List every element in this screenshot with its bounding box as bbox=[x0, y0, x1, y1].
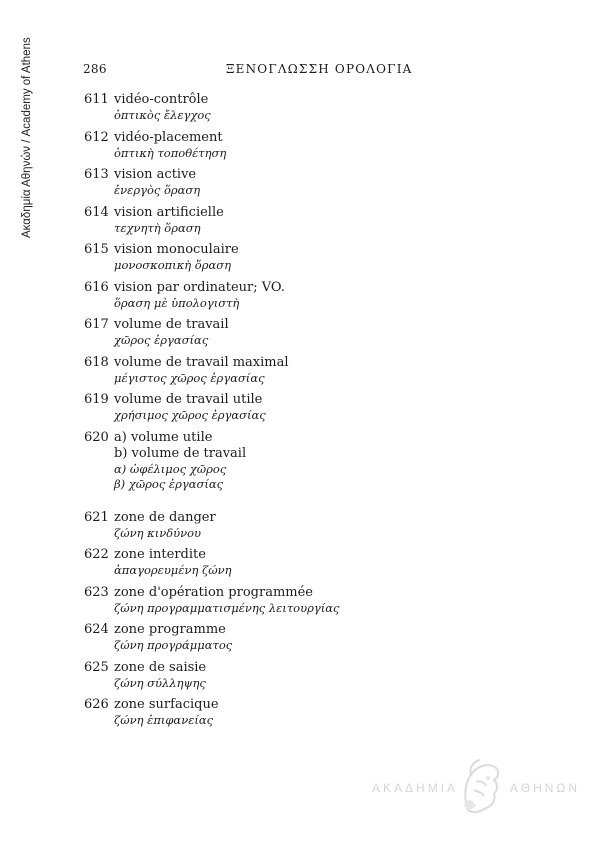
entry-body bbox=[114, 622, 600, 653]
greek-term: ζώνη προγράμματος bbox=[114, 638, 233, 652]
entry-body bbox=[114, 392, 600, 423]
greek-term: ὅραση μὲ ὑπολογιστὴ bbox=[114, 295, 240, 310]
page-number: 286 bbox=[83, 62, 107, 76]
glossary-entry bbox=[0, 430, 600, 492]
entry-number: 614 bbox=[84, 204, 109, 220]
glossary-entry bbox=[0, 355, 600, 386]
french-term: a) volume utile bbox=[114, 429, 213, 445]
entry-body bbox=[114, 697, 600, 728]
entry-number: 624 bbox=[84, 622, 109, 637]
entry-number: 622 bbox=[84, 547, 109, 562]
entry-number: 616 bbox=[84, 279, 109, 295]
french-term: vision artificielle bbox=[114, 204, 224, 220]
greek-term: ἐνεργὸς ὅραση bbox=[114, 183, 201, 197]
greek-term: ζώνη προγραμματισμένης λειτουργίας bbox=[114, 600, 340, 615]
french-term: zone d'opération programmée bbox=[114, 584, 313, 600]
glossary-entry bbox=[0, 205, 600, 236]
entry-number: 623 bbox=[84, 584, 109, 600]
entry-body bbox=[114, 660, 600, 691]
french-term: vision active bbox=[114, 167, 197, 182]
entry-number: 618 bbox=[84, 354, 109, 370]
greek-term: ὀπτικὸς ἔλεγχος bbox=[114, 108, 211, 122]
entry-number: 625 bbox=[84, 659, 109, 675]
french-term: vision par ordinateur; VO. bbox=[114, 279, 285, 295]
entry-number: 612 bbox=[84, 129, 109, 145]
greek-term: χῶρος ἐργασίας bbox=[114, 333, 209, 347]
greek-term: ζώνη σύλληψης bbox=[114, 675, 206, 690]
french-term: vidéo-placement bbox=[114, 129, 223, 145]
watermark-left-text: ΑΚΑΔΗΜΙΑ bbox=[372, 781, 459, 795]
glossary-entry bbox=[0, 510, 600, 541]
entry-number: 619 bbox=[84, 392, 109, 407]
glossary-entry bbox=[0, 242, 600, 273]
entry-number: 620 bbox=[84, 429, 109, 445]
entry-number: 611 bbox=[84, 92, 109, 107]
french-term: vision monoculaire bbox=[114, 242, 239, 257]
french-term: zone programme bbox=[114, 622, 226, 637]
side-label: Ακαδημία Αθηνών / Academy of Athens bbox=[21, 37, 33, 238]
entry-body bbox=[114, 280, 600, 311]
greek-term: α) ὠφέλιμος χῶρος bbox=[114, 461, 227, 476]
entry-body bbox=[114, 242, 600, 273]
entry-number: 617 bbox=[84, 317, 109, 332]
entry-body bbox=[114, 547, 600, 578]
entry-body bbox=[114, 167, 600, 198]
french-term: zone de saisie bbox=[114, 659, 207, 675]
french-term: vidéo-contrôle bbox=[114, 92, 209, 107]
entry-body bbox=[114, 510, 600, 541]
glossary-entry bbox=[0, 660, 600, 691]
entry-body bbox=[114, 355, 600, 386]
french-term: volume de travail bbox=[114, 317, 229, 332]
greek-term: ζώνη ἐπιφανείας bbox=[114, 713, 214, 727]
entry-number: 621 bbox=[84, 509, 109, 525]
greek-term: τεχνητὴ ὅραση bbox=[114, 220, 201, 235]
glossary-entry bbox=[0, 92, 600, 123]
entry-body bbox=[114, 430, 600, 492]
athena-head-icon bbox=[454, 756, 506, 822]
greek-term: ὀπτικὴ τοποθέτηση bbox=[114, 145, 227, 160]
glossary-entries bbox=[0, 92, 600, 735]
glossary-entry bbox=[0, 167, 600, 198]
glossary-entry bbox=[0, 392, 600, 423]
entry-body bbox=[114, 92, 600, 123]
entry-body bbox=[114, 205, 600, 236]
french-term: zone de danger bbox=[114, 509, 216, 525]
greek-term: ζώνη κινδύνου bbox=[114, 525, 202, 540]
greek-term: β) χῶρος ἐργασίας bbox=[114, 476, 224, 491]
greek-term: ἀπαγορευμένη ζώνη bbox=[114, 563, 232, 577]
glossary-entry bbox=[0, 280, 600, 311]
entry-body bbox=[114, 130, 600, 161]
french-term: zone surfacique bbox=[114, 697, 219, 712]
french-term: b) volume de travail bbox=[114, 445, 247, 461]
greek-term: μέγιστος χῶρος ἐργασίας bbox=[114, 370, 265, 385]
entry-number: 626 bbox=[84, 697, 109, 712]
glossary-entry bbox=[0, 697, 600, 728]
entry-body bbox=[114, 317, 600, 348]
glossary-entry bbox=[0, 547, 600, 578]
running-title: ΞΕΝΟΓΛΩΣΣΗ ΟΡΟΛΟΓΙΑ bbox=[226, 62, 413, 76]
entry-number: 615 bbox=[84, 242, 109, 257]
glossary-entry bbox=[0, 317, 600, 348]
watermark bbox=[372, 762, 582, 822]
glossary-entry bbox=[0, 585, 600, 616]
glossary-entry bbox=[0, 130, 600, 161]
watermark-right-text: ΑΘΗΝΩΝ bbox=[510, 781, 581, 795]
french-term: volume de travail utile bbox=[114, 392, 263, 407]
glossary-entry bbox=[0, 622, 600, 653]
french-term: volume de travail maximal bbox=[114, 354, 289, 370]
greek-term: χρήσιμος χῶρος ἐργασίας bbox=[114, 408, 266, 422]
french-term: zone interdite bbox=[114, 547, 206, 562]
entry-number: 613 bbox=[84, 167, 109, 182]
entry-body bbox=[114, 585, 600, 616]
greek-term: μονοσκοπικὴ ὅραση bbox=[114, 258, 231, 272]
